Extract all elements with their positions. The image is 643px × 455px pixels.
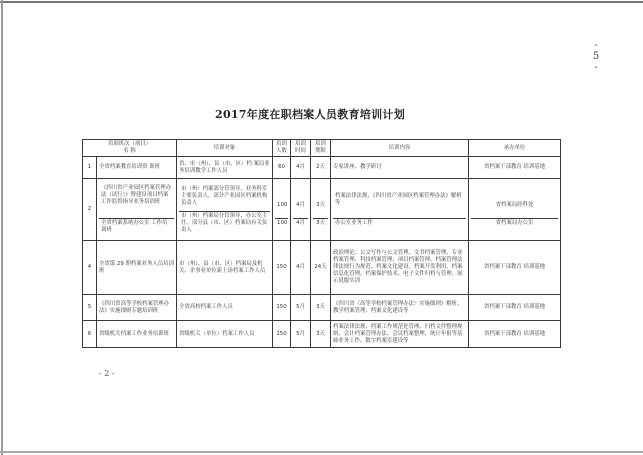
- row-name: 省级机关档案工作业务培训班: [97, 321, 177, 348]
- row-number: 6: [83, 321, 97, 348]
- header-name: [83, 140, 177, 157]
- header-period-line2: 期限: [315, 148, 326, 154]
- row-content: 《四川省〈高等学校档案管理办法〉实施细则》解析、教学档案管理、档案文化建设等: [331, 295, 469, 321]
- row-number: 4: [83, 241, 97, 295]
- side-number-mid: 5: [592, 51, 600, 62]
- row-target: 全省高校档案工作人员: [177, 295, 273, 321]
- row-period: 3天: [311, 321, 331, 348]
- header-name-line1: 培训班次（项目）: [107, 141, 152, 147]
- page-footer-number: - 2 -: [99, 369, 115, 378]
- row-count-stack: [273, 179, 291, 241]
- row-count-a: 100: [275, 192, 288, 219]
- row-content-b: 办公室业务工作: [335, 219, 373, 226]
- row-content: 专家讲座、教学研讨: [331, 157, 469, 179]
- table-row: [83, 157, 561, 179]
- row-time: 5月: [291, 295, 311, 321]
- row-content: 档案法律法规、档案工作规范化管理、归档文件整理规则、会计档案管理办法、会议档案整理、统计年报等基础业务工作、数字档案室建设等: [331, 321, 469, 348]
- row-org-a: 省档案局经科处: [471, 192, 558, 219]
- row-org-b: 省档案局办公室: [495, 219, 534, 226]
- row-time-stack: [291, 179, 311, 241]
- row-target: 省、市（州）、县（市、区）档 案局业务培训教学工作人员: [177, 157, 273, 179]
- row-period: 3天: [311, 295, 331, 321]
- row-name-a: 《四川省产业园区档案管理办法（试行）》暨建设项目档案工作监督指导业务培训班: [99, 184, 174, 219]
- header-time: [291, 140, 311, 157]
- header-count: [273, 140, 291, 157]
- header-period-line1: 培训: [315, 141, 326, 147]
- row-org: 省档案干部教育 培训基地: [469, 295, 561, 321]
- row-number: 1: [83, 157, 97, 179]
- row-number: 5: [83, 295, 97, 321]
- row-time: 4月: [291, 157, 311, 179]
- row-org: 省档案干部教育 培训基地: [469, 241, 561, 295]
- document-title: 2017年度在职档案人员教育培训计划: [214, 108, 405, 121]
- side-page-number: [590, 40, 602, 73]
- row-time-a: 4月: [293, 192, 308, 219]
- row-time: 4月: [291, 241, 311, 295]
- row-target-a: 市（州）档案部分管领导、业务科室主要负责人，部分产业园区档案机构负责人: [179, 185, 270, 212]
- header-content: 培训内容: [331, 140, 469, 157]
- row-name: 全省档案教育培训资 训班: [97, 157, 177, 179]
- side-number-bot: -: [594, 62, 598, 73]
- header-name-line2: 名 称: [123, 148, 136, 154]
- row-org-stack: [469, 179, 561, 241]
- page-edge-top: [0, 1, 643, 3]
- row-period-stack: [311, 179, 331, 241]
- header-count-line1: 培训: [276, 141, 287, 147]
- row-target: 省级机关（单位）档案工作人员: [177, 321, 273, 348]
- side-number-top: -: [594, 40, 598, 51]
- row-target-b: 市（州）档案局分管领导、办公室主任，部分县（市、区）档案局有关负责人: [181, 212, 268, 233]
- row-count: 150: [273, 321, 291, 348]
- row-count: 60: [273, 157, 291, 179]
- table-row: [83, 295, 561, 321]
- row-period: 24天: [311, 241, 331, 295]
- table-row: [83, 179, 561, 241]
- row-count: 150: [273, 241, 291, 295]
- row-content-stack: [331, 179, 469, 241]
- row-period: 2天: [311, 157, 331, 179]
- table-header-row: [83, 140, 561, 157]
- row-target: 市（州）、县（市、区）档案局及机关、企事业单位新上岗档案工作人员: [177, 241, 273, 295]
- table-row: [83, 321, 561, 348]
- header-time-line2: 时间: [295, 148, 306, 154]
- row-name: 《四川省高等学校档案管理办法》实施细则专题培训班: [97, 295, 177, 321]
- header-target: 培训对象: [177, 140, 273, 157]
- training-plan-table: [82, 139, 561, 348]
- row-period-a: 3天: [313, 192, 328, 219]
- row-count-b: 100: [277, 219, 288, 226]
- header-period: [311, 140, 331, 157]
- row-period-b: 3天: [316, 219, 325, 226]
- row-name-b: 全省档案系统办公室 工作培训班: [101, 220, 168, 233]
- row-count: 150: [273, 295, 291, 321]
- row-time: 5月: [291, 321, 311, 348]
- row-content-a: 档案法律法规、《四川省产业园区档案管理办法》解析等: [333, 192, 466, 219]
- header-time-line1: 培训: [295, 141, 306, 147]
- header-count-line2: 人数: [276, 148, 287, 154]
- row-content: 政治理论、公文写作与公文管理、文书档案管理、专业档案管理、科技档案管理、项目档案管理、档案管理法律法规行为规范、档案文化建设、档案开发利用、档案信息化管理、档案保护技术、电子文件归档与管理、展示说服实训: [331, 241, 469, 295]
- row-name-stack: [97, 179, 177, 241]
- row-number: 2: [83, 179, 97, 241]
- header-org: 承办单位: [469, 140, 561, 157]
- table-row: [83, 241, 561, 295]
- row-name: 全省第 29 期档案业务人员培训班: [97, 241, 177, 295]
- row-target-stack: [177, 179, 273, 241]
- row-org: 省档案干部教育 培训基地: [469, 321, 561, 348]
- row-time-b: 4月: [296, 219, 305, 226]
- page-edge-left: [1, 0, 3, 455]
- page-edge-bottom: [0, 451, 643, 453]
- row-org: 省档案干部教育 培训基地: [469, 157, 561, 179]
